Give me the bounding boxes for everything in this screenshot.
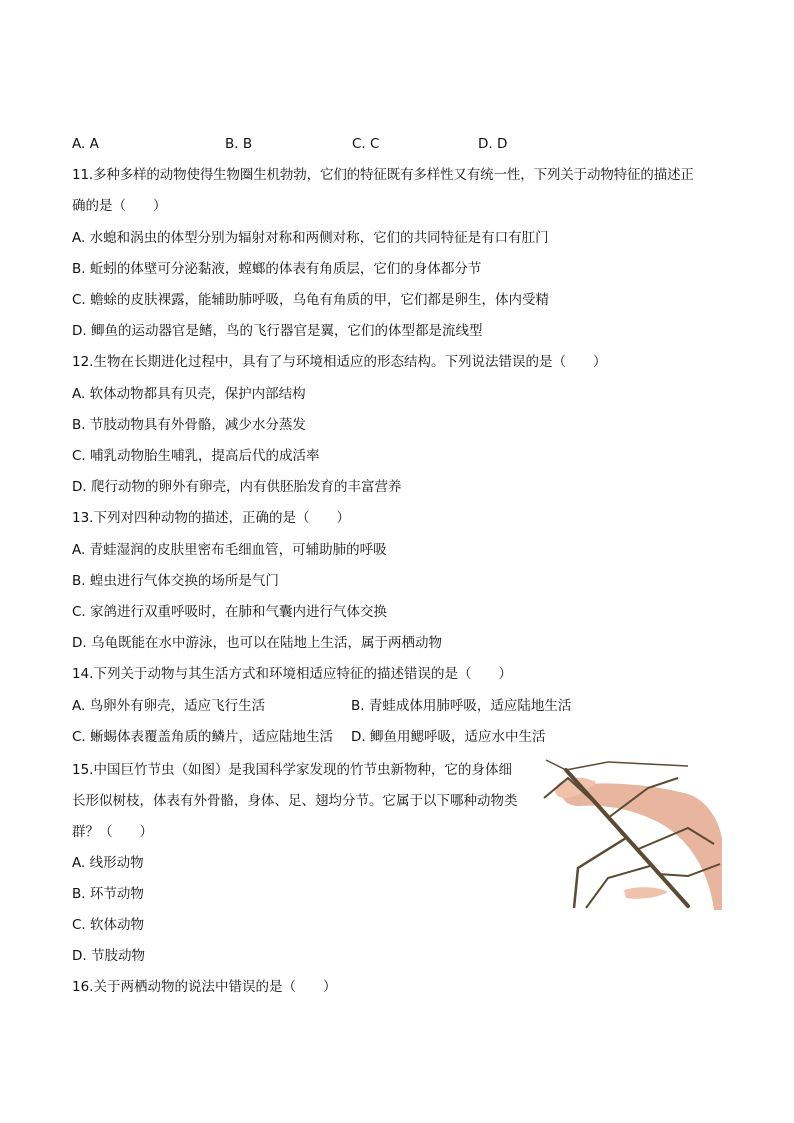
q15-stem-line1: 15.中国巨竹节虫（如图）是我国科学家发现的竹节虫新物种，它的身体细 (72, 762, 512, 778)
insect-antenna-left (546, 760, 566, 770)
q14-stem: 14.下列关于动物与其生活方式和环境相适应特征的描述错误的是（ ） (72, 666, 512, 682)
q13-option-d[interactable]: D. 乌龟既能在水中游泳，也可以在陆地上生活，属于两栖动物 (72, 635, 442, 651)
q12-option-b[interactable]: B. 节肢动物具有外骨骼，减少水分蒸发 (72, 417, 306, 433)
q11-stem-line1: 11.多种多样的动物使得生物圈生机勃勃，它们的特征既有多样性又有统一性，下列关于动物特征的描述正 (72, 167, 694, 183)
q15-stem-line3: 群？（ ） (72, 824, 153, 840)
q15-option-d[interactable]: D. 节肢动物 (72, 948, 145, 964)
q12-option-a[interactable]: A. 软体动物都具有贝壳，保护内部结构 (72, 386, 306, 402)
q10-option-d[interactable]: D. D (478, 136, 508, 152)
q12-option-d[interactable]: D. 爬行动物的卵外有卵壳，内有供胚胎发育的丰富营养 (72, 479, 402, 495)
q15-option-c[interactable]: C. 软体动物 (72, 917, 145, 933)
q11-option-c[interactable]: C. 蟾蜍的皮肤裸露，能辅助肺呼吸，乌龟有角质的甲，它们都是卵生，体内受精 (72, 292, 550, 308)
fingers-shape (624, 887, 668, 899)
q13-stem: 13.下列对四种动物的描述，正确的是（ ） (72, 510, 350, 526)
q14-option-d[interactable]: D. 鲫鱼用鳃呼吸，适应水中生活 (351, 729, 546, 745)
stick-insect-illustration (538, 758, 722, 910)
insect-leg-5 (586, 866, 650, 908)
q11-option-a[interactable]: A. 水螅和涡虫的体型分别为辐射对称和两侧对称，它们的共同特征是有口有肛门 (72, 230, 549, 246)
q14-option-c[interactable]: C. 蜥蜴体表覆盖角质的鳞片，适应陆地生活 (72, 729, 334, 745)
q14-option-b[interactable]: B. 青蛙成体用肺呼吸，适应陆地生活 (351, 698, 572, 714)
q15-stem-line2: 长形似树枝，体表有外骨骼，身体、足、翅均分节。它属于以下哪种动物类 (72, 793, 518, 809)
stick-insect-figure (538, 758, 722, 910)
q12-stem: 12.生物在长期进化过程中，具有了与环境相适应的形态结构。下列说法错误的是（ ） (72, 354, 607, 370)
q15-option-b[interactable]: B. 环节动物 (72, 886, 144, 902)
q12-option-c[interactable]: C. 哺乳动物胎生哺乳，提高后代的成活率 (72, 448, 320, 464)
q10-option-c[interactable]: C. C (352, 136, 380, 152)
q14-options-row1 (72, 696, 722, 716)
q11-option-d[interactable]: D. 鲫鱼的运动器官是鳍，鸟的飞行器官是翼，它们的体型都是流线型 (72, 323, 483, 339)
q11-stem-line2: 确的是（ ） (72, 198, 167, 214)
q11-option-b[interactable]: B. 蚯蚓的体壁可分泌黏液，螳螂的体表有角质层，它们的身体都分节 (72, 261, 482, 277)
q13-option-c[interactable]: C. 家鸽进行双重呼吸时，在肺和气囊内进行气体交换 (72, 604, 388, 620)
insect-antenna-tip (608, 762, 688, 766)
q13-option-a[interactable]: A. 青蛙湿润的皮肤里密布毛细血管，可辅助肺的呼吸 (72, 542, 387, 558)
insect-antenna-right (566, 762, 608, 770)
q13-option-b[interactable]: B. 蝗虫进行气体交换的场所是气门 (72, 573, 279, 589)
q10-option-b[interactable]: B. B (225, 136, 253, 152)
q16-stem: 16.关于两栖动物的说法中错误的是（ ） (72, 979, 337, 995)
q14-option-a[interactable]: A. 鸟卵外有卵壳，适应飞行生活 (72, 698, 266, 714)
insect-leg-3 (574, 838, 626, 908)
q10-options (72, 134, 722, 154)
q15-option-a[interactable]: A. 线形动物 (72, 855, 144, 871)
q14-options-row2 (72, 727, 722, 747)
q10-option-a[interactable]: A. A (72, 136, 99, 152)
